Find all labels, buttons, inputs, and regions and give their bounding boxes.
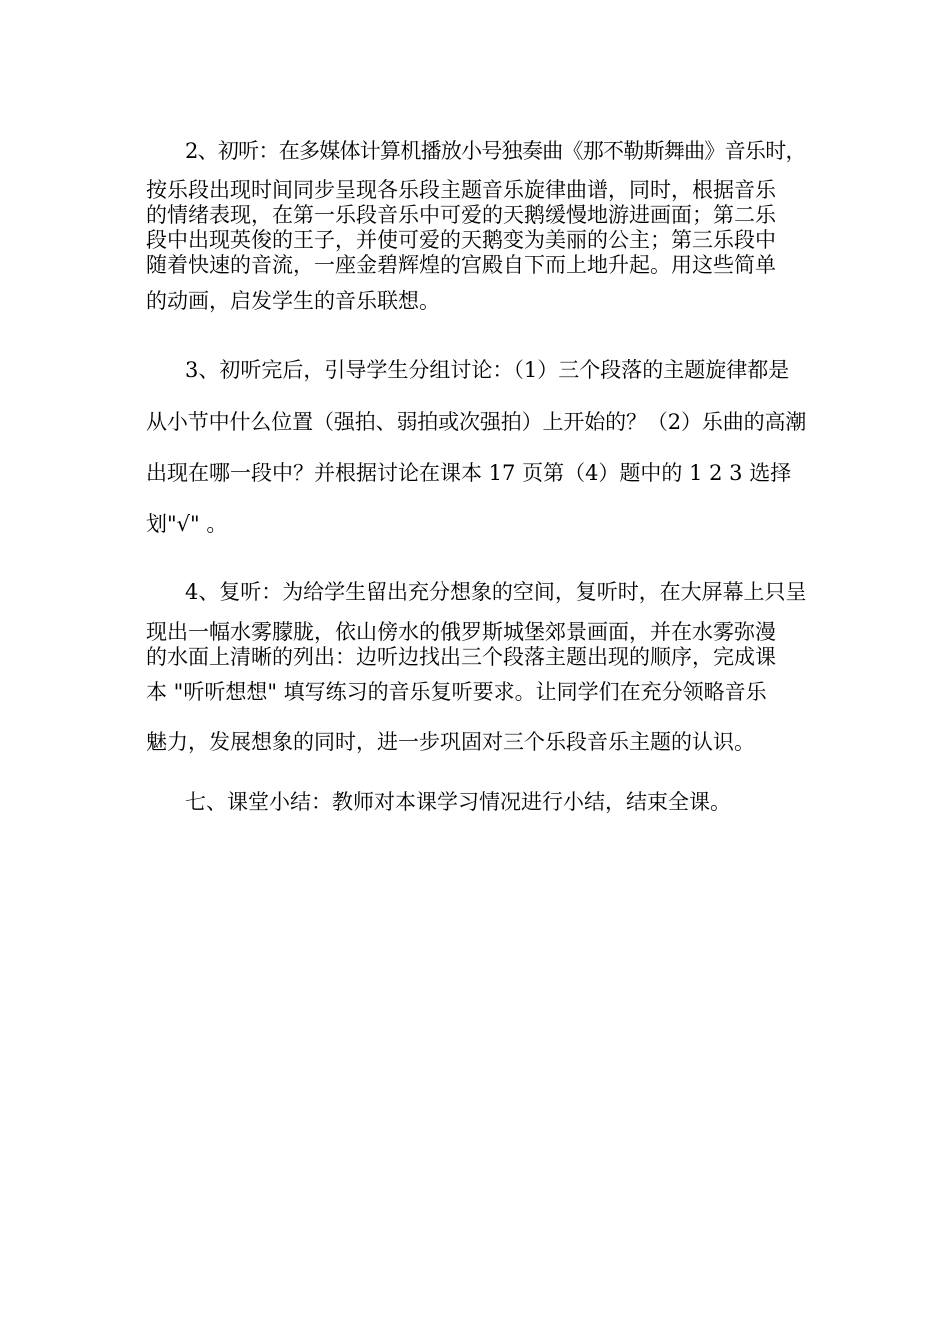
paragraph-3-line-2: 现出一幅水雾朦胧，依山傍水的俄罗斯城堡郊景画面，并在水雾弥漫: [146, 620, 776, 644]
paragraph-3-line-1: 4、复听：为给学生留出充分想象的空间，复听时，在大屏幕上只呈: [185, 580, 807, 604]
paragraph-4-line-1: 七、课堂小结：教师对本课学习情况进行小结，结束全课。: [185, 790, 731, 814]
paragraph-2-line-1: 3、初听完后，引导学生分组讨论：（1）三个段落的主题旋律都是: [185, 358, 790, 382]
paragraph-3-line-5: 魅力，发展想象的同时，进一步巩固对三个乐段音乐主题的认识。: [146, 730, 755, 754]
paragraph-1-line-6: 的动画，启发学生的音乐联想。: [146, 289, 440, 313]
paragraph-1-line-2: 按乐段出现时间同步呈现各乐段主题音乐旋律曲谱，同时，根据音乐: [146, 178, 776, 202]
paragraph-1-line-3: 的情绪表现，在第一乐段音乐中可爱的天鹅缓慢地游进画面；第二乐: [146, 203, 776, 227]
paragraph-1-line-5: 随着快速的音流，一座金碧辉煌的宫殿自下而上地升起。用这些简单: [146, 253, 776, 277]
paragraph-2-line-4: 划"√" 。: [146, 512, 228, 536]
paragraph-2-line-2: 从小节中什么位置（强拍、弱拍或次强拍）上开始的？（2）乐曲的高潮: [146, 410, 807, 434]
paragraph-3-line-3: 的水面上清晰的列出：边听边找出三个段落主题出现的顺序，完成课: [146, 645, 776, 669]
paragraph-1-line-4: 段中出现英俊的王子，并使可爱的天鹅变为美丽的公主；第三乐段中: [146, 228, 776, 252]
paragraph-2-line-3: 出现在哪一段中？并根据讨论在课本 17 页第（4）题中的 1 2 3 选择: [146, 461, 792, 485]
paragraph-3-line-4: 本 "听听想想" 填写练习的音乐复听要求。让同学们在充分领略音乐: [146, 680, 767, 704]
paragraph-1-line-1: 2、初听：在多媒体计算机播放小号独奏曲《那不勒斯舞曲》音乐时，: [185, 139, 806, 163]
